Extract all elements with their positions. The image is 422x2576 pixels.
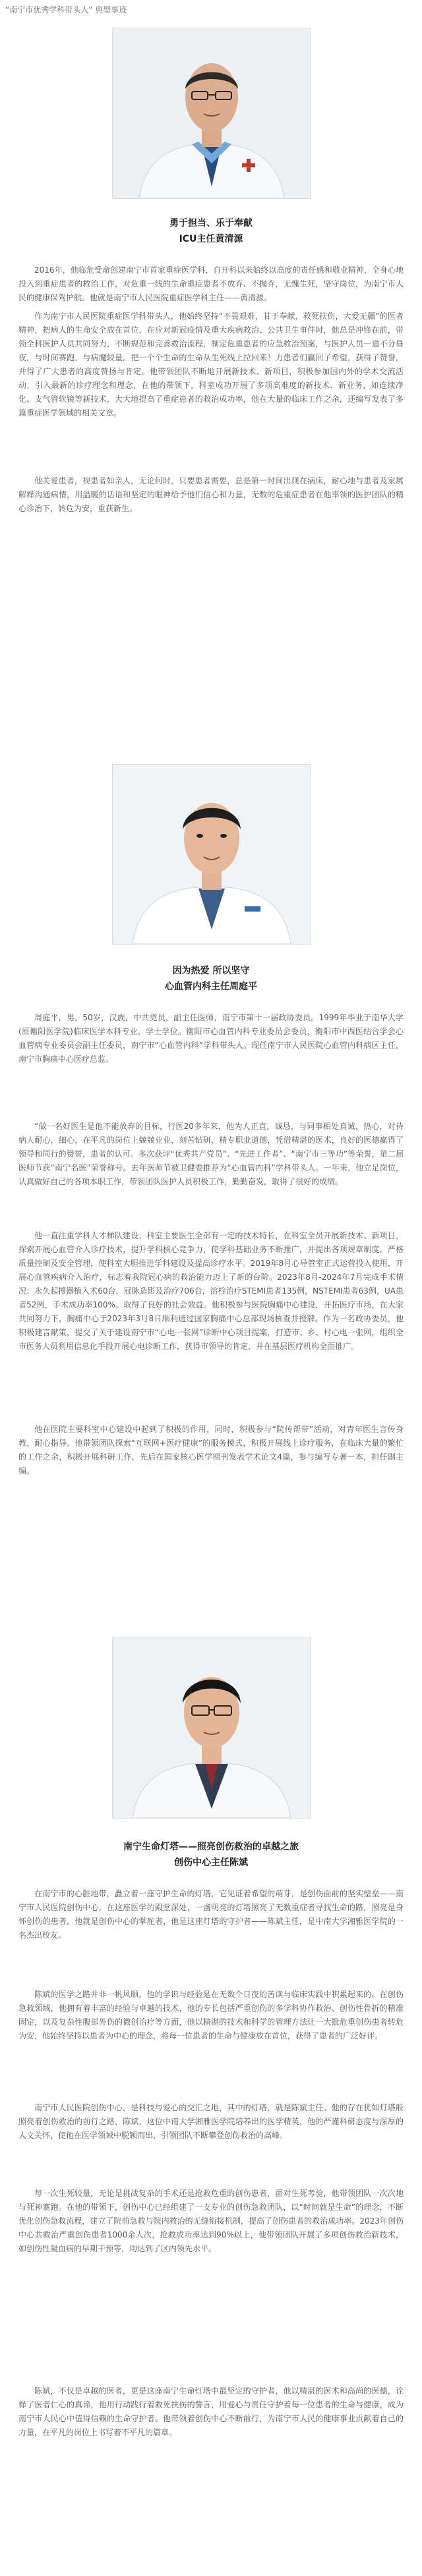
profile-3-paragraph-4: 每一次生死较量，无论是挑战复杂的手术还是抢救危重的创伤患者，面对生死考验，他带领团队一次次地与死神赛跑。在他的带领下，创伤中心已经组建了一支专业的创伤急救团队，以“时间就是生命”的理念，不断优化创伤急救流程，建立了院前急救与院内救治的无缝衔接机制，提高了创伤患者的救治成功率。2023年创伤中心共救治严重创伤患者1000余人次，抢救成功率达到90%以上，他带领团队开展了多项创伤救治新技术，如创伤性凝血病的早期干预等，均达到了区内领先水平。 (18, 2189, 404, 2253)
doctor-portrait-image (113, 765, 311, 944)
profile-1-paragraph-2: 作为南宁市人民医院重症医学科带头人，他始终坚持“不畏艰难，甘于奉献，救死扶伤，大爱无疆”的医者精神，把病人的生命安全放在首位，在应对新冠疫情及重大疾病救治、公共卫生事件时，他总是冲锋在前，带领全科医护人员共同努力，不断规范和完善救治流程，制定危重患者的应急救治预案，与医护人员一道不分昼夜，与时间赛跑，与病魔较量。把一个个生命的生命从生死线上拉回来！力患者们赢回了希望，获得了赞誉，并得了广大患者的高度赞扬与肯定。他带领团队不断地开展新技术、新项目，积极参加国内外的学术交流活动，引入最新的诊疗理念和理念，在他的带领下，科室成功开展了多项高难度的新技术、新业务，如连续净化、支气管软镜等新技术，大大地提高了重症患者的救治成功率，他在大量的临床工作之余，还编写发表了多篇重症医学领域的相关文章。 (18, 312, 404, 418)
profile-2-paragraph-2: “做一名好医生是他不能放弃的目标，行医20多年来，他为人正直，诚恳，与同事相处真诚，热心，对待病人耐心，细心，在平凡的岗位上兢兢业业，刻苦钻研，精专职业道德，凭借精湛的医术，良好的医德赢得了领导和同行的赞誉，患者的认可。多次获评“优秀共产党员”、“先进工作者”、“南宁市三等功”等荣誉，第二届医师节获“南宁名医”荣誉称号。去年医师节被卫健委推荐为“心血管内科”学科带头人。一年来，他立足岗位，认真做好自己的各项本职工作，带领团队医护人员积极工作，勤勤奋发，取得了很好的成绩。 (18, 1122, 404, 1186)
doctor-photo (112, 764, 311, 945)
profile-3-name: 创伤中心主任陈斌 (174, 1857, 248, 1868)
profile-3-paragraph-3: 南宁市人民医院创伤中心，是科技与爱心的交汇之地，其中的灯塔，就是陈斌主任。他的存在犹如灯塔般照亮着创伤救治的前行之路，陈斌，这位中南大学湘雅医学院培养出的医学精英，他的严谨科研态度与深厚的人文关怀，使他在医学领域中脱颖而出，引领团队不断攀登创伤救治的高峰。 (18, 2103, 404, 2140)
profile-1-paragraph-1: 2016年，他临危受命创建南宁市首家重症医学科，自开科以来始终以高度的责任感和敬业精神，全身心地投入到重症患者的救治工作，对危重一线的生命重症患者不放弃、不抛弃，无愧生死，坚守岗位，为南宁市人民的健康保驾护航。他就是南宁市人民医院重症医学科主任——黄清源。 (18, 265, 404, 302)
doctor-photo (112, 28, 311, 199)
page-title: “南宁市优秀学科带头人” 典型事迹 (5, 5, 127, 14)
profile-1-name: ICU主任黄清源 (179, 234, 243, 244)
profile-2-name: 心血管内科主任周庭平 (165, 981, 257, 992)
profile-2-headline: 因为热爱 所以坚守 (172, 966, 250, 976)
profile-1-headline: 勇于担当、乐于奉献 (169, 218, 253, 229)
profile-2-paragraph-1: 周庭平，男，50岁，汉族，中共党员，副主任医师，南宁市第十一届政协委员。1999年毕业于南华大学(原衡阳医学院)临床医学本科专业，学士学位。衡阳市心血管内科专业委员会委员，衡阳市中西医结合学会心血管病专业委员会副主任委员，南宁市“心血管内科”学科带头人。现任南宁市人民医院心血管内科病区主任，南宁市胸痛中心医疗总监。 (18, 1013, 404, 1064)
doctor-photo (112, 1637, 311, 1819)
profile-2-paragraph-3: 他一直注重学科人才梯队建设，科室主要医生全部有一定的技术特长，在科室全员开展新技术、新项目，探索开展心血管介入诊疗技术，提升学科核心竞争力，使学科基础业务不断推广，并提出各项规章制度，严格质量控制及安全管理，使科室大胆推进学科建设及提高诊疗水平。2019年8月心导管室正式运营投入使用，开展心血管疾病介入治疗，标志着我院冠心病的救治能力迈上了新的台阶。2023年8月-2024年7月完成手术情况：永久起搏器植入术60台，冠脉造影及治疗706台，溶栓治疗STEMI患者135例，NSTEMI患者63例，UA患者52例，手术成功率100%。取得了良好的社会效益。他积极参与医院胸痛中心建设，开拓医疗市场，在大家共同努力下，胸痛中心于2023年3月8日顺利通过国家胸痛中心总部现场核查并授牌。作为一名政协委员，他积极建言献策，提交了关于建设南宁市“心电一张网”诊断中心项目提案，打造市、乡、村心电一张网，组织全市医务人员利用信息化手段开展心电诊断工作，获得市领导的肯定，并在基层医疗机构全面推广。 (18, 1231, 404, 1351)
profile-3-headline: 南宁生命灯塔——照亮创伤救治的卓越之旅 (123, 1842, 299, 1852)
profile-1-paragraph-3: 他关爱患者，视患者如亲人，无论何时，只要患者需要，总是第一时间出现在病床，耐心地与患者及家属解释沟通病情，用温暖的话语和坚定的眼神给予他们信心和力量，无数的危重症患者在他率领的医护团队的精心诊治下，转危为安，重获新生。 (18, 476, 404, 513)
doctor-portrait-image (113, 1637, 311, 1818)
profile-3-paragraph-5: 陈斌，不仅是卓越的医者，更是这座南宁生命灯塔中最坚定的守护者，他以精湛的医术和高尚的医德，诠释了医者仁心的真谛，他用行动践行着救死扶伤的誓言，用爱心与责任守护着每一位患者的生命与健康，成为南宁市人民心中值得信赖的生命守护者。他带领着创伤中心不断前行，为南宁市人民的健康事业贡献着自己的力量，在平凡的岗位上书写着不平凡的篇章。 (18, 2386, 404, 2437)
profile-3-paragraph-2: 陈斌的医学之路并非一帆风顺，他的学识与经验是在无数个日夜的苦读与临床实践中积累起来的。在创伤急救领域，他拥有着丰富的经验与卓越的技术，他的专长包括严重创伤的多学科协作救治、创伤性骨折的精准固定，以及复杂性腹部外伤的微创治疗等方面，他以精湛的技术和科学的管理方法让一大批危重创伤患者转危为安，他始终坚持以患者为中心的理念，将每一位患者的生命与健康放在首位，获得了患者的广泛好评。 (18, 1990, 404, 2041)
doctor-portrait-image (113, 28, 311, 198)
profile-2-paragraph-4: 他在医院主要科室中心建设中起到了积极的作用，同时，积极参与“院传帮带”活动，对青年医生言传身教，耐心指导。他带领团队探索“互联网+医疗健康”的服务模式，积极开展线上诊疗服务，在临床大量的繁忙的工作之余，积极开展科研工作，先后在国家核心医学期刊发表学术论文4篇，参与编写专著一本，担任副主编。 (18, 1425, 404, 1475)
profile-3-paragraph-1: 在南宁市的心脏地带，矗立着一座守护生命的灯塔，它见证着希望的萌芽，是创伤面前的坚实壁垒——南宁市人民医院创伤中心。在这座医学的殿堂深处，一盏明亮的灯塔照亮了无数重症者寻找生命的路，照亮是身怀创伤的患者，他就是创伤中心的掌舵者，他是这座灯塔的守护者——陈斌主任，是中南大学湘雅医学院的一名杰出校友。 (18, 1889, 404, 1940)
